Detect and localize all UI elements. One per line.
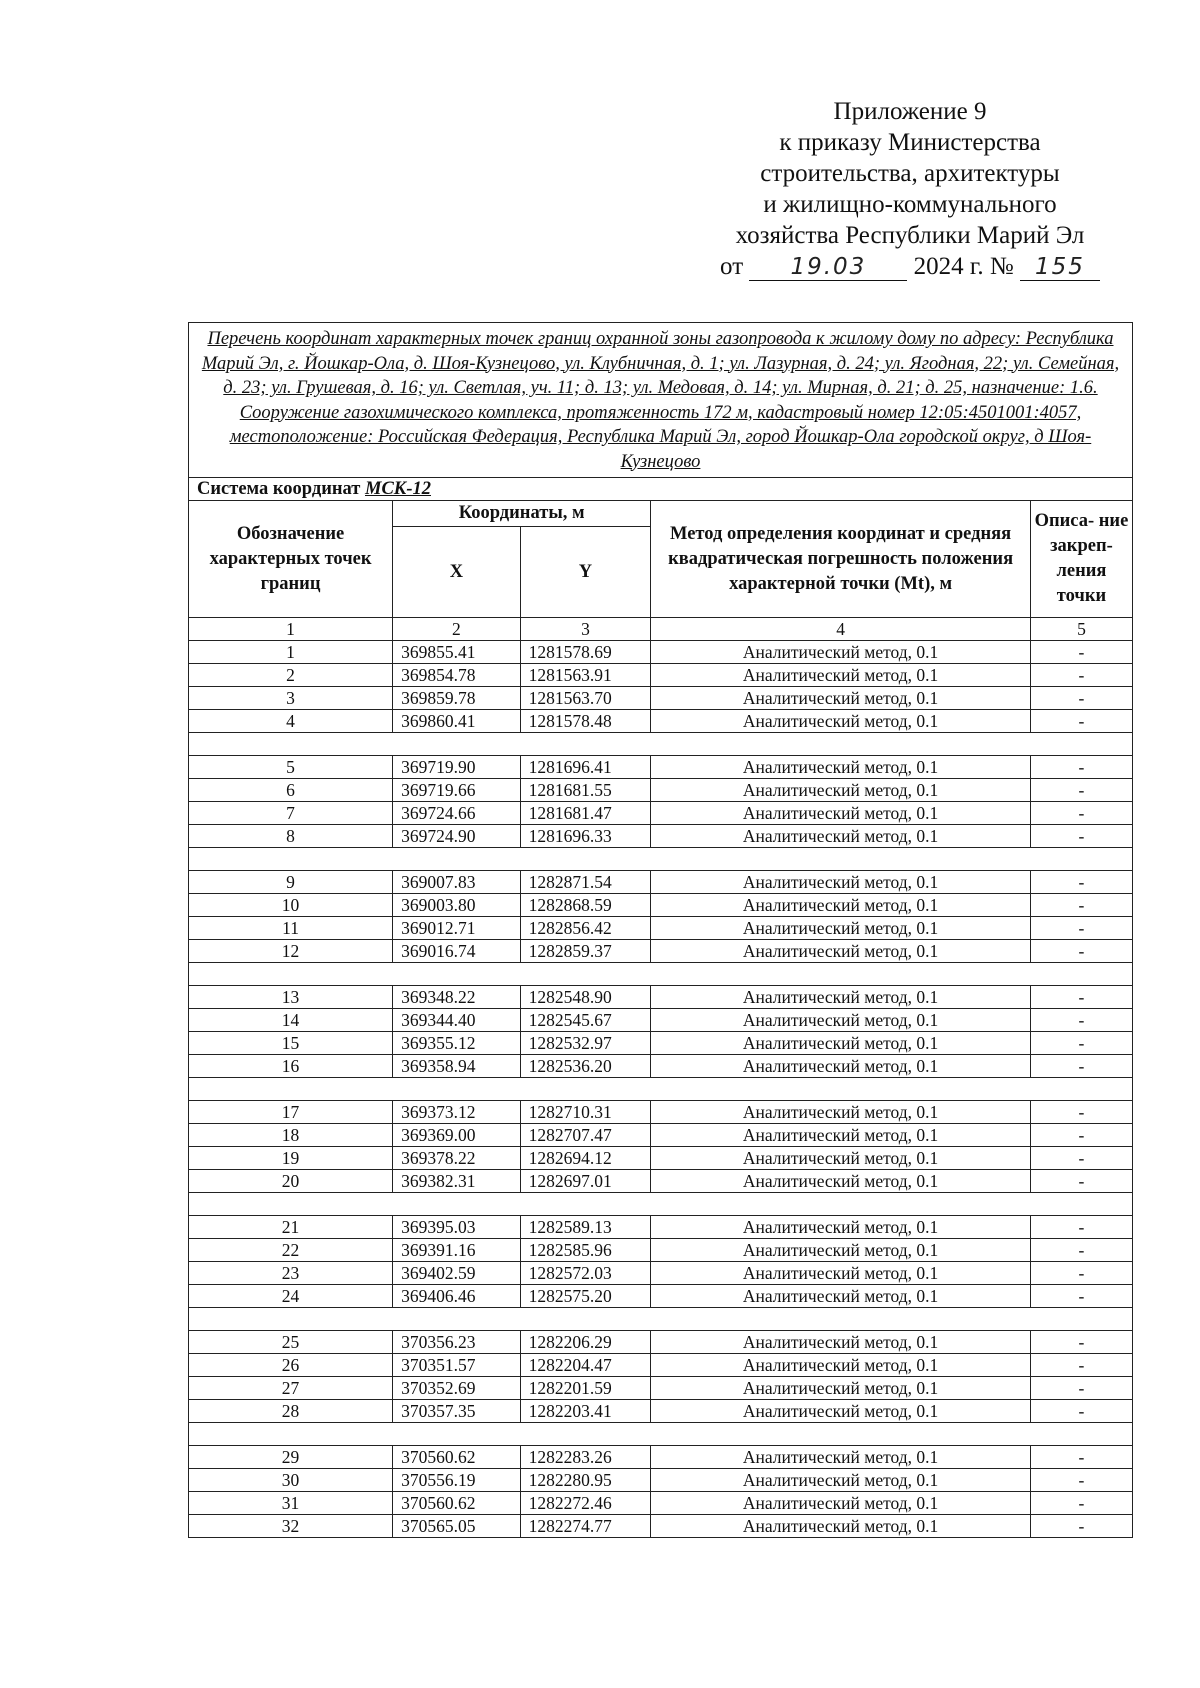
- empty-separator-cell: [189, 963, 1133, 986]
- table-row: [189, 1377, 1133, 1400]
- point-number-cell: 28: [189, 1400, 393, 1423]
- x-coordinate-cell: 369378.22: [393, 1147, 521, 1170]
- x-coordinate-cell: 369395.03: [393, 1216, 521, 1239]
- y-coordinate-cell: 1281696.33: [520, 825, 651, 848]
- x-coordinate-cell: 370357.35: [393, 1400, 521, 1423]
- system-row: [189, 478, 1133, 501]
- coordinates-table: [188, 322, 1133, 1538]
- method-cell: Аналитический метод, 0.1: [651, 664, 1031, 687]
- table-row: [189, 779, 1133, 802]
- method-cell: Аналитический метод, 0.1: [651, 1055, 1031, 1078]
- table-row: [189, 1446, 1133, 1469]
- x-coordinate-cell: 369860.41: [393, 710, 521, 733]
- column-numbers-row: [189, 618, 1133, 641]
- method-cell: Аналитический метод, 0.1: [651, 1331, 1031, 1354]
- table-row: [189, 1147, 1133, 1170]
- description-cell: -: [1030, 1331, 1132, 1354]
- point-number-cell: 11: [189, 917, 393, 940]
- group-separator-row: [189, 848, 1133, 871]
- point-number-cell: 21: [189, 1216, 393, 1239]
- table-row: [189, 1032, 1133, 1055]
- table-row: [189, 986, 1133, 1009]
- point-number-cell: 7: [189, 802, 393, 825]
- method-cell: Аналитический метод, 0.1: [651, 940, 1031, 963]
- method-cell: Аналитический метод, 0.1: [651, 1216, 1031, 1239]
- heading-line: хозяйства Республики Марий Эл: [735, 222, 1085, 249]
- method-cell: Аналитический метод, 0.1: [651, 1377, 1031, 1400]
- column-number: 4: [651, 618, 1031, 641]
- x-coordinate-cell: 369406.46: [393, 1285, 521, 1308]
- point-number-cell: 2: [189, 664, 393, 687]
- empty-separator-cell: [189, 1078, 1133, 1101]
- x-coordinate-cell: 369012.71: [393, 917, 521, 940]
- x-coordinate-cell: 369724.90: [393, 825, 521, 848]
- method-cell: Аналитический метод, 0.1: [651, 779, 1031, 802]
- description-cell: -: [1030, 1285, 1132, 1308]
- table-row: [189, 1009, 1133, 1032]
- y-coordinate-cell: 1281681.47: [520, 802, 651, 825]
- y-coordinate-cell: 1282201.59: [520, 1377, 651, 1400]
- y-coordinate-cell: 1282548.90: [520, 986, 651, 1009]
- header-coordinates: Координаты, м: [393, 501, 651, 527]
- method-cell: Аналитический метод, 0.1: [651, 687, 1031, 710]
- description-cell: -: [1030, 825, 1132, 848]
- table-row: [189, 1124, 1133, 1147]
- column-number: 5: [1030, 618, 1132, 641]
- heading-line: строительства, архитектуры: [760, 160, 1060, 187]
- header-y: Y: [520, 527, 651, 618]
- method-cell: Аналитический метод, 0.1: [651, 1147, 1031, 1170]
- date-prefix: от: [720, 253, 744, 280]
- y-coordinate-cell: 1282280.95: [520, 1469, 651, 1492]
- y-coordinate-cell: 1282274.77: [520, 1515, 651, 1538]
- x-coordinate-cell: 369348.22: [393, 986, 521, 1009]
- y-coordinate-cell: 1282697.01: [520, 1170, 651, 1193]
- description-cell: -: [1030, 986, 1132, 1009]
- point-number-cell: 10: [189, 894, 393, 917]
- x-coordinate-cell: 369402.59: [393, 1262, 521, 1285]
- group-separator-row: [189, 1423, 1133, 1446]
- point-number-cell: 15: [189, 1032, 393, 1055]
- method-cell: Аналитический метод, 0.1: [651, 710, 1031, 733]
- method-cell: Аналитический метод, 0.1: [651, 1009, 1031, 1032]
- x-coordinate-cell: 369719.66: [393, 779, 521, 802]
- method-cell: Аналитический метод, 0.1: [651, 1239, 1031, 1262]
- x-coordinate-cell: 369358.94: [393, 1055, 521, 1078]
- y-coordinate-cell: 1282710.31: [520, 1101, 651, 1124]
- description-cell: -: [1030, 756, 1132, 779]
- point-number-cell: 27: [189, 1377, 393, 1400]
- y-coordinate-cell: 1282283.26: [520, 1446, 651, 1469]
- method-cell: Аналитический метод, 0.1: [651, 1469, 1031, 1492]
- table-row: [189, 1216, 1133, 1239]
- table-row: [189, 1354, 1133, 1377]
- table-row: [189, 917, 1133, 940]
- y-coordinate-cell: 1282694.12: [520, 1147, 651, 1170]
- method-cell: Аналитический метод, 0.1: [651, 1124, 1031, 1147]
- description-cell: -: [1030, 1101, 1132, 1124]
- x-coordinate-cell: 369854.78: [393, 664, 521, 687]
- header-designation: Обозначение характерных точек границ: [189, 501, 393, 618]
- description-cell: -: [1030, 1147, 1132, 1170]
- method-cell: Аналитический метод, 0.1: [651, 1285, 1031, 1308]
- description-cell: -: [1030, 940, 1132, 963]
- y-coordinate-cell: 1282575.20: [520, 1285, 651, 1308]
- description-cell: -: [1030, 1032, 1132, 1055]
- point-number-cell: 24: [189, 1285, 393, 1308]
- description-cell: -: [1030, 1009, 1132, 1032]
- heading-line: и жилищно-коммунального: [763, 191, 1057, 218]
- point-number-cell: 31: [189, 1492, 393, 1515]
- method-cell: Аналитический метод, 0.1: [651, 894, 1031, 917]
- method-cell: Аналитический метод, 0.1: [651, 825, 1031, 848]
- system-label: Система координат: [197, 479, 361, 499]
- table-row: [189, 1469, 1133, 1492]
- description-cell: -: [1030, 1239, 1132, 1262]
- empty-separator-cell: [189, 1193, 1133, 1216]
- x-coordinate-cell: 369369.00: [393, 1124, 521, 1147]
- x-coordinate-cell: 369719.90: [393, 756, 521, 779]
- description-cell: -: [1030, 1170, 1132, 1193]
- table-row: [189, 1285, 1133, 1308]
- point-number-cell: 26: [189, 1354, 393, 1377]
- table-row: [189, 1170, 1133, 1193]
- point-number-cell: 9: [189, 871, 393, 894]
- description-cell: -: [1030, 1262, 1132, 1285]
- method-cell: Аналитический метод, 0.1: [651, 1354, 1031, 1377]
- point-number-cell: 14: [189, 1009, 393, 1032]
- point-number-cell: 6: [189, 779, 393, 802]
- header-row: [189, 501, 1133, 527]
- empty-separator-cell: [189, 1423, 1133, 1446]
- point-number-cell: 29: [189, 1446, 393, 1469]
- y-coordinate-cell: 1282707.47: [520, 1124, 651, 1147]
- point-number-cell: 1: [189, 641, 393, 664]
- method-cell: Аналитический метод, 0.1: [651, 1515, 1031, 1538]
- method-cell: Аналитический метод, 0.1: [651, 1170, 1031, 1193]
- x-coordinate-cell: 370560.62: [393, 1446, 521, 1469]
- table-row: [189, 802, 1133, 825]
- point-number-cell: 23: [189, 1262, 393, 1285]
- table-row: [189, 1262, 1133, 1285]
- y-coordinate-cell: 1282859.37: [520, 940, 651, 963]
- point-number-cell: 25: [189, 1331, 393, 1354]
- description-cell: -: [1030, 1446, 1132, 1469]
- y-coordinate-cell: 1282272.46: [520, 1492, 651, 1515]
- x-coordinate-cell: 370351.57: [393, 1354, 521, 1377]
- point-number-cell: 18: [189, 1124, 393, 1147]
- table-row: [189, 1400, 1133, 1423]
- table-row: [189, 1492, 1133, 1515]
- description-cell: -: [1030, 1377, 1132, 1400]
- description-cell: -: [1030, 1515, 1132, 1538]
- y-coordinate-cell: 1282532.97: [520, 1032, 651, 1055]
- description-cell: -: [1030, 687, 1132, 710]
- y-coordinate-cell: 1281696.41: [520, 756, 651, 779]
- table-row: [189, 1239, 1133, 1262]
- table-row: [189, 756, 1133, 779]
- point-number-cell: 12: [189, 940, 393, 963]
- table-row: [189, 664, 1133, 687]
- x-coordinate-cell: 370356.23: [393, 1331, 521, 1354]
- table-row: [189, 641, 1133, 664]
- handwritten-date: 19.03: [749, 254, 907, 281]
- method-cell: Аналитический метод, 0.1: [651, 1101, 1031, 1124]
- y-coordinate-cell: 1282589.13: [520, 1216, 651, 1239]
- point-number-cell: 19: [189, 1147, 393, 1170]
- x-coordinate-cell: 370556.19: [393, 1469, 521, 1492]
- description-cell: -: [1030, 894, 1132, 917]
- table-row: [189, 687, 1133, 710]
- method-cell: Аналитический метод, 0.1: [651, 917, 1031, 940]
- empty-separator-cell: [189, 733, 1133, 756]
- method-cell: Аналитический метод, 0.1: [651, 1400, 1031, 1423]
- heading-line: к приказу Министерства: [779, 129, 1041, 156]
- point-number-cell: 8: [189, 825, 393, 848]
- description-cell: -: [1030, 1469, 1132, 1492]
- x-coordinate-cell: 370352.69: [393, 1377, 521, 1400]
- x-coordinate-cell: 369016.74: [393, 940, 521, 963]
- point-number-cell: 30: [189, 1469, 393, 1492]
- header-x: X: [393, 527, 521, 618]
- method-cell: Аналитический метод, 0.1: [651, 1262, 1031, 1285]
- y-coordinate-cell: 1282545.67: [520, 1009, 651, 1032]
- description-cell: -: [1030, 1492, 1132, 1515]
- column-number: 1: [189, 618, 393, 641]
- order-date-line: [690, 251, 1130, 282]
- description-cell: -: [1030, 1055, 1132, 1078]
- point-number-cell: 32: [189, 1515, 393, 1538]
- x-coordinate-cell: 370560.62: [393, 1492, 521, 1515]
- description-cell: -: [1030, 871, 1132, 894]
- method-cell: Аналитический метод, 0.1: [651, 871, 1031, 894]
- y-coordinate-cell: 1282572.03: [520, 1262, 651, 1285]
- point-number-cell: 17: [189, 1101, 393, 1124]
- table-row: [189, 1101, 1133, 1124]
- year-text: 2024 г. №: [913, 253, 1014, 280]
- system-value: МСК-12: [365, 479, 431, 499]
- x-coordinate-cell: 369724.66: [393, 802, 521, 825]
- point-number-cell: 22: [189, 1239, 393, 1262]
- point-number-cell: 3: [189, 687, 393, 710]
- y-coordinate-cell: 1282206.29: [520, 1331, 651, 1354]
- empty-separator-cell: [189, 1308, 1133, 1331]
- group-separator-row: [189, 963, 1133, 986]
- appendix-heading: [690, 96, 1130, 282]
- table-row: [189, 825, 1133, 848]
- method-cell: Аналитический метод, 0.1: [651, 986, 1031, 1009]
- y-coordinate-cell: 1282585.96: [520, 1239, 651, 1262]
- description-cell: -: [1030, 1400, 1132, 1423]
- table-row: [189, 1055, 1133, 1078]
- description-cell: -: [1030, 1216, 1132, 1239]
- point-number-cell: 4: [189, 710, 393, 733]
- point-number-cell: 13: [189, 986, 393, 1009]
- x-coordinate-cell: 369003.80: [393, 894, 521, 917]
- table-title: Перечень координат характерных точек границ охранной зоны газопровода к жилому дому по адресу: Республика Марий Эл, г. Йошкар-Ола, д. Шоя-Кузнецово, ул. Клубничная, д. 1; ул. Лазурная, д. 24; ул. Ягодная, 22; ул. Семейная, д. 23; ул. Грушевая, д. 16; ул. Светлая, уч. 11; д. 13; ул. Медовая, д. 14; ул. Мирная, д. 21; д. 25, назначение: 1.6. Сооружение газохимического комплекса, протяженность 172 м, кадастровый номер 12:05:4501001:4057, местоположение: Российская Федерация, Республика Марий Эл, город Йошкар-Ола городской округ, д Шоя-Кузнецово: [189, 323, 1133, 478]
- table-row: [189, 710, 1133, 733]
- y-coordinate-cell: 1282203.41: [520, 1400, 651, 1423]
- group-separator-row: [189, 1193, 1133, 1216]
- method-cell: Аналитический метод, 0.1: [651, 756, 1031, 779]
- method-cell: Аналитический метод, 0.1: [651, 1492, 1031, 1515]
- point-number-cell: 20: [189, 1170, 393, 1193]
- x-coordinate-cell: 369382.31: [393, 1170, 521, 1193]
- group-separator-row: [189, 733, 1133, 756]
- y-coordinate-cell: 1282204.47: [520, 1354, 651, 1377]
- handwritten-order-number: 155: [1020, 254, 1100, 281]
- header-description: Описа- ние закреп- ления точки: [1030, 501, 1132, 618]
- point-number-cell: 5: [189, 756, 393, 779]
- y-coordinate-cell: 1281578.48: [520, 710, 651, 733]
- x-coordinate-cell: 369855.41: [393, 641, 521, 664]
- table-row: [189, 1515, 1133, 1538]
- x-coordinate-cell: 369373.12: [393, 1101, 521, 1124]
- method-cell: Аналитический метод, 0.1: [651, 641, 1031, 664]
- x-coordinate-cell: 369859.78: [393, 687, 521, 710]
- point-number-cell: 16: [189, 1055, 393, 1078]
- table-row: [189, 940, 1133, 963]
- y-coordinate-cell: 1282868.59: [520, 894, 651, 917]
- y-coordinate-cell: 1282856.42: [520, 917, 651, 940]
- description-cell: -: [1030, 1354, 1132, 1377]
- group-separator-row: [189, 1308, 1133, 1331]
- description-cell: -: [1030, 779, 1132, 802]
- y-coordinate-cell: 1281578.69: [520, 641, 651, 664]
- column-number: 2: [393, 618, 521, 641]
- table-row: [189, 871, 1133, 894]
- x-coordinate-cell: 369344.40: [393, 1009, 521, 1032]
- coordinate-system: [189, 478, 1133, 501]
- y-coordinate-cell: 1281681.55: [520, 779, 651, 802]
- description-cell: -: [1030, 917, 1132, 940]
- title-row: [189, 323, 1133, 478]
- x-coordinate-cell: 370565.05: [393, 1515, 521, 1538]
- y-coordinate-cell: 1282536.20: [520, 1055, 651, 1078]
- table-row: [189, 894, 1133, 917]
- y-coordinate-cell: 1281563.70: [520, 687, 651, 710]
- column-number: 3: [520, 618, 651, 641]
- x-coordinate-cell: 369355.12: [393, 1032, 521, 1055]
- x-coordinate-cell: 369007.83: [393, 871, 521, 894]
- description-cell: -: [1030, 710, 1132, 733]
- header-method: Метод определения координат и средняя квадратическая погрешность положения характерной точки (Mt), м: [651, 501, 1031, 618]
- empty-separator-cell: [189, 848, 1133, 871]
- description-cell: -: [1030, 802, 1132, 825]
- heading-line: Приложение 9: [833, 98, 987, 125]
- y-coordinate-cell: 1281563.91: [520, 664, 651, 687]
- group-separator-row: [189, 1078, 1133, 1101]
- method-cell: Аналитический метод, 0.1: [651, 1446, 1031, 1469]
- method-cell: Аналитический метод, 0.1: [651, 802, 1031, 825]
- x-coordinate-cell: 369391.16: [393, 1239, 521, 1262]
- description-cell: -: [1030, 641, 1132, 664]
- method-cell: Аналитический метод, 0.1: [651, 1032, 1031, 1055]
- y-coordinate-cell: 1282871.54: [520, 871, 651, 894]
- description-cell: -: [1030, 664, 1132, 687]
- description-cell: -: [1030, 1124, 1132, 1147]
- table-row: [189, 1331, 1133, 1354]
